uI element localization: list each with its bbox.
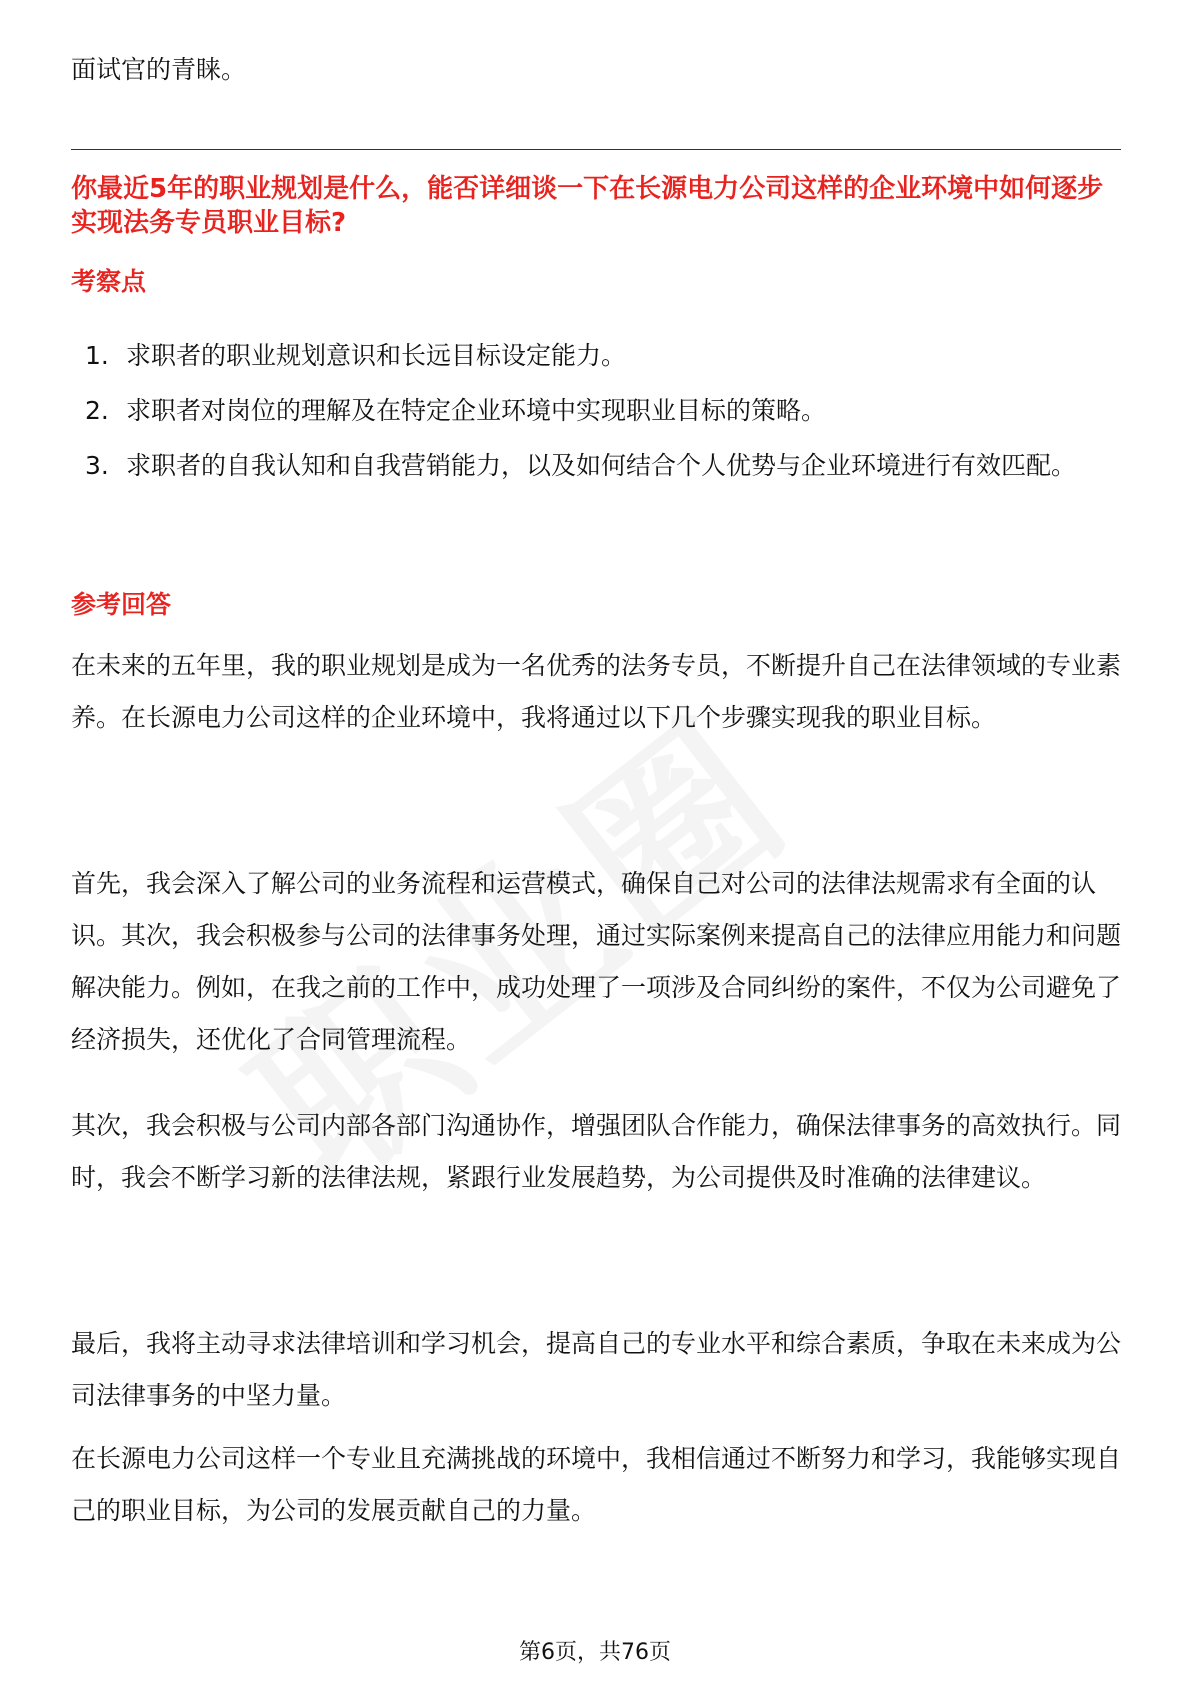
answer-paragraph: 在长源电力公司这样一个专业且充满挑战的环境中，我相信通过不断努力和学习，我能够实现自己的职业目标，为公司的发展贡献自己的力量。	[71, 1444, 1122, 1525]
list-item	[71, 385, 1121, 437]
section-divider	[71, 149, 1121, 150]
page-number: 第6页，共76页	[519, 1640, 671, 1665]
assessment-points-list	[71, 330, 1121, 495]
list-item-text: 求职者的职业规划意识和长远目标设定能力。	[126, 341, 627, 370]
list-item	[71, 330, 1121, 382]
reference-answer-heading: 参考回答	[71, 590, 172, 619]
answer-paragraph: 首先，我会深入了解公司的业务流程和运营模式，确保自己对公司的法律法规需求有全面的认识。其次，我会积极参与公司的法律事务处理，通过实际案例来提高自己的法律应用能力和问题解决能力。例如，在我之前的工作中，成功处理了一项涉及合同纠纷的案件，不仅为公司避免了经济损失，还优化了合同管理流程。	[71, 869, 1122, 1054]
question-heading: 你最近5年的职业规划是什么，能否详细谈一下在长源电力公司这样的企业环境中如何逐步实现法务专员职业目标?	[71, 174, 1104, 238]
answer-paragraph: 在未来的五年里，我的职业规划是成为一名优秀的法务专员，不断提升自己在法律领域的专业素养。在长源电力公司这样的企业环境中，我将通过以下几个步骤实现我的职业目标。	[71, 651, 1122, 732]
list-item-text: 求职者的自我认知和自我营销能力，以及如何结合个人优势与企业环境进行有效匹配。	[126, 451, 1077, 480]
list-item	[71, 440, 1121, 492]
answer-paragraph: 最后，我将主动寻求法律培训和学习机会，提高自己的专业水平和综合素质，争取在未来成为公司法律事务的中坚力量。	[71, 1329, 1122, 1410]
list-item-text: 求职者对岗位的理解及在特定企业环境中实现职业目标的策略。	[126, 396, 827, 425]
answer-paragraph: 其次，我会积极与公司内部各部门沟通协作，增强团队合作能力，确保法律事务的高效执行。同时，我会不断学习新的法律法规，紧跟行业发展趋势，为公司提供及时准确的法律建议。	[71, 1111, 1122, 1192]
list-item-number: 1.	[85, 341, 109, 370]
list-item-number: 2.	[85, 396, 109, 425]
previous-paragraph-end: 面试官的青睐。	[71, 55, 247, 84]
list-item-number: 3.	[85, 451, 109, 480]
assessment-points-heading: 考察点	[71, 267, 147, 296]
